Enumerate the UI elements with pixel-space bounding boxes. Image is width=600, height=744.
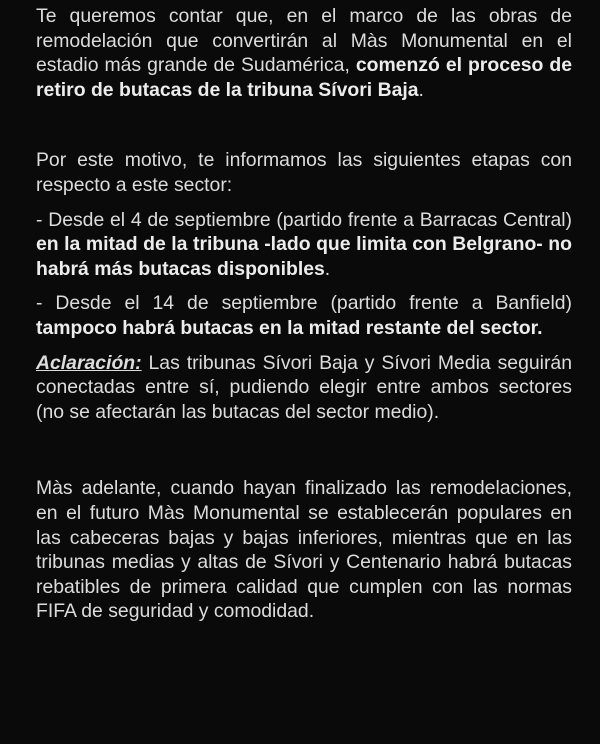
stage-2-bold-text: tampoco habrá butacas en la mitad restante del sector. (36, 316, 543, 339)
spacer (36, 341, 572, 351)
spacer (36, 102, 572, 148)
clarification-text: Las tribunas Sívori Baja y Sívori Media seguirán conectadas entre sí, pudiendo elegir entre ambos sectores (no se afectarán las butacas del sector medio). (36, 351, 572, 423)
spacer (36, 198, 572, 208)
stage-1-bold-text: en la mitad de la tribuna -lado que limita con Belgrano- no habrá más butacas disponibles (36, 233, 572, 280)
intro-end: . (418, 78, 424, 101)
spacer (36, 424, 572, 476)
intro-paragraph (36, 4, 572, 102)
intro-bold-text: comenzó el proceso de retiro de butacas de la tribuna Sívori Baja (36, 54, 572, 101)
stage-2-text: - Desde el 14 de septiembre (partido frente a Banfield) (36, 292, 572, 315)
spacer (36, 281, 572, 291)
stages-intro-paragraph: Por este motivo, te informamos las siguientes etapas con respecto a este sector: (36, 149, 572, 196)
final-paragraph: Màs adelante, cuando hayan finalizado las remodelaciones, en el futuro Màs Monumental se establecerán populares en las cabeceras bajas y bajas inferiores, mientras que en las tribunas medias y altas de Sívori y Centenario habrá butacas rebatibles de primera calidad que cumplen con las normas FIFA de seguridad y comodidad. (36, 477, 572, 623)
stage-1-paragraph (36, 208, 572, 282)
stage-2-paragraph (36, 291, 572, 340)
clarification-paragraph (36, 351, 572, 425)
stage-1-text: - Desde el 4 de septiembre (partido frente a Barracas Central) (36, 208, 572, 231)
clarification-label: Aclaración: (36, 351, 142, 374)
stage-1-end: . (324, 257, 331, 280)
intro-text: Te queremos contar que, en el marco de las obras de remodelación que convertirán al Màs Monumental en el estadio más grande de Sudamérica, (36, 5, 572, 77)
